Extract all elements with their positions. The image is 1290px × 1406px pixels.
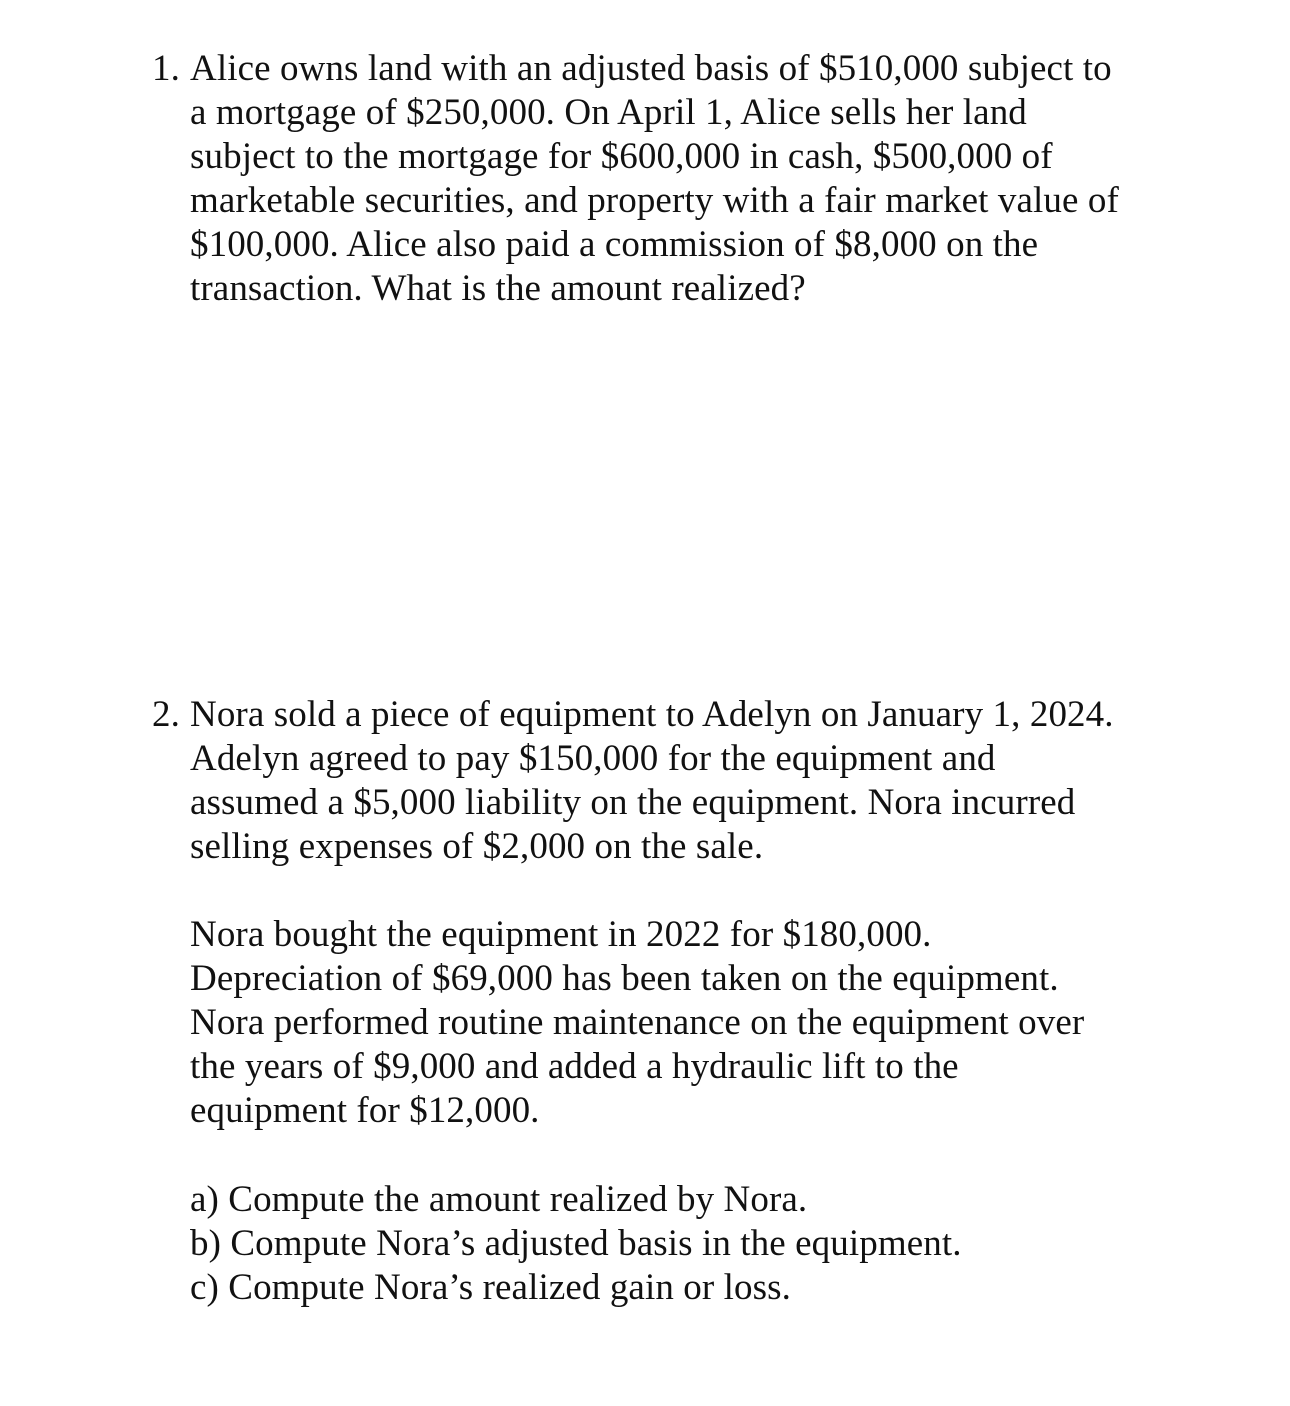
question-1-line: $100,000. Alice also paid a commission of $8,000 on the — [190, 224, 1039, 265]
question-2-number: 2. — [152, 694, 180, 735]
question-2-paragraph-2 — [190, 913, 1084, 1133]
question-1-line: a mortgage of $250,000. On April 1, Alice sells her land — [190, 92, 1027, 133]
question-2-part-b: b) Compute Nora’s adjusted basis in the equipment. — [190, 1223, 962, 1264]
question-2-part-a: a) Compute the amount realized by Nora. — [190, 1179, 808, 1220]
question-2-parts — [190, 1178, 962, 1310]
question-2-part-c: c) Compute Nora’s realized gain or loss. — [190, 1267, 791, 1308]
question-1-number: 1. — [152, 48, 180, 89]
question-2-line: Nora sold a piece of equipment to Adelyn on January 1, 2024. — [190, 694, 1114, 735]
question-1-line: Alice owns land with an adjusted basis of $510,000 subject to — [190, 48, 1112, 89]
question-2-paragraph-1 — [190, 693, 1114, 869]
question-2-line: Adelyn agreed to pay $150,000 for the equipment and — [190, 738, 996, 779]
question-2 — [152, 693, 1114, 869]
question-1 — [152, 47, 1119, 311]
question-1-line: marketable securities, and property with a fair market value of — [190, 180, 1119, 221]
question-2-line: Nora performed routine maintenance on the equipment over — [190, 1002, 1085, 1043]
question-2-line: assumed a $5,000 liability on the equipment. Nora incurred — [190, 782, 1076, 823]
question-1-line: subject to the mortgage for $600,000 in cash, $500,000 of — [190, 136, 1053, 177]
question-2-line: selling expenses of $2,000 on the sale. — [190, 826, 764, 867]
question-2-line: Depreciation of $69,000 has been taken on the equipment. — [190, 958, 1059, 999]
question-1-line: transaction. What is the amount realized? — [190, 268, 806, 309]
question-2-line: the years of $9,000 and added a hydraulic lift to the — [190, 1046, 959, 1087]
question-2-line: equipment for $12,000. — [190, 1090, 540, 1131]
question-2-line: Nora bought the equipment in 2022 for $180,000. — [190, 914, 932, 955]
